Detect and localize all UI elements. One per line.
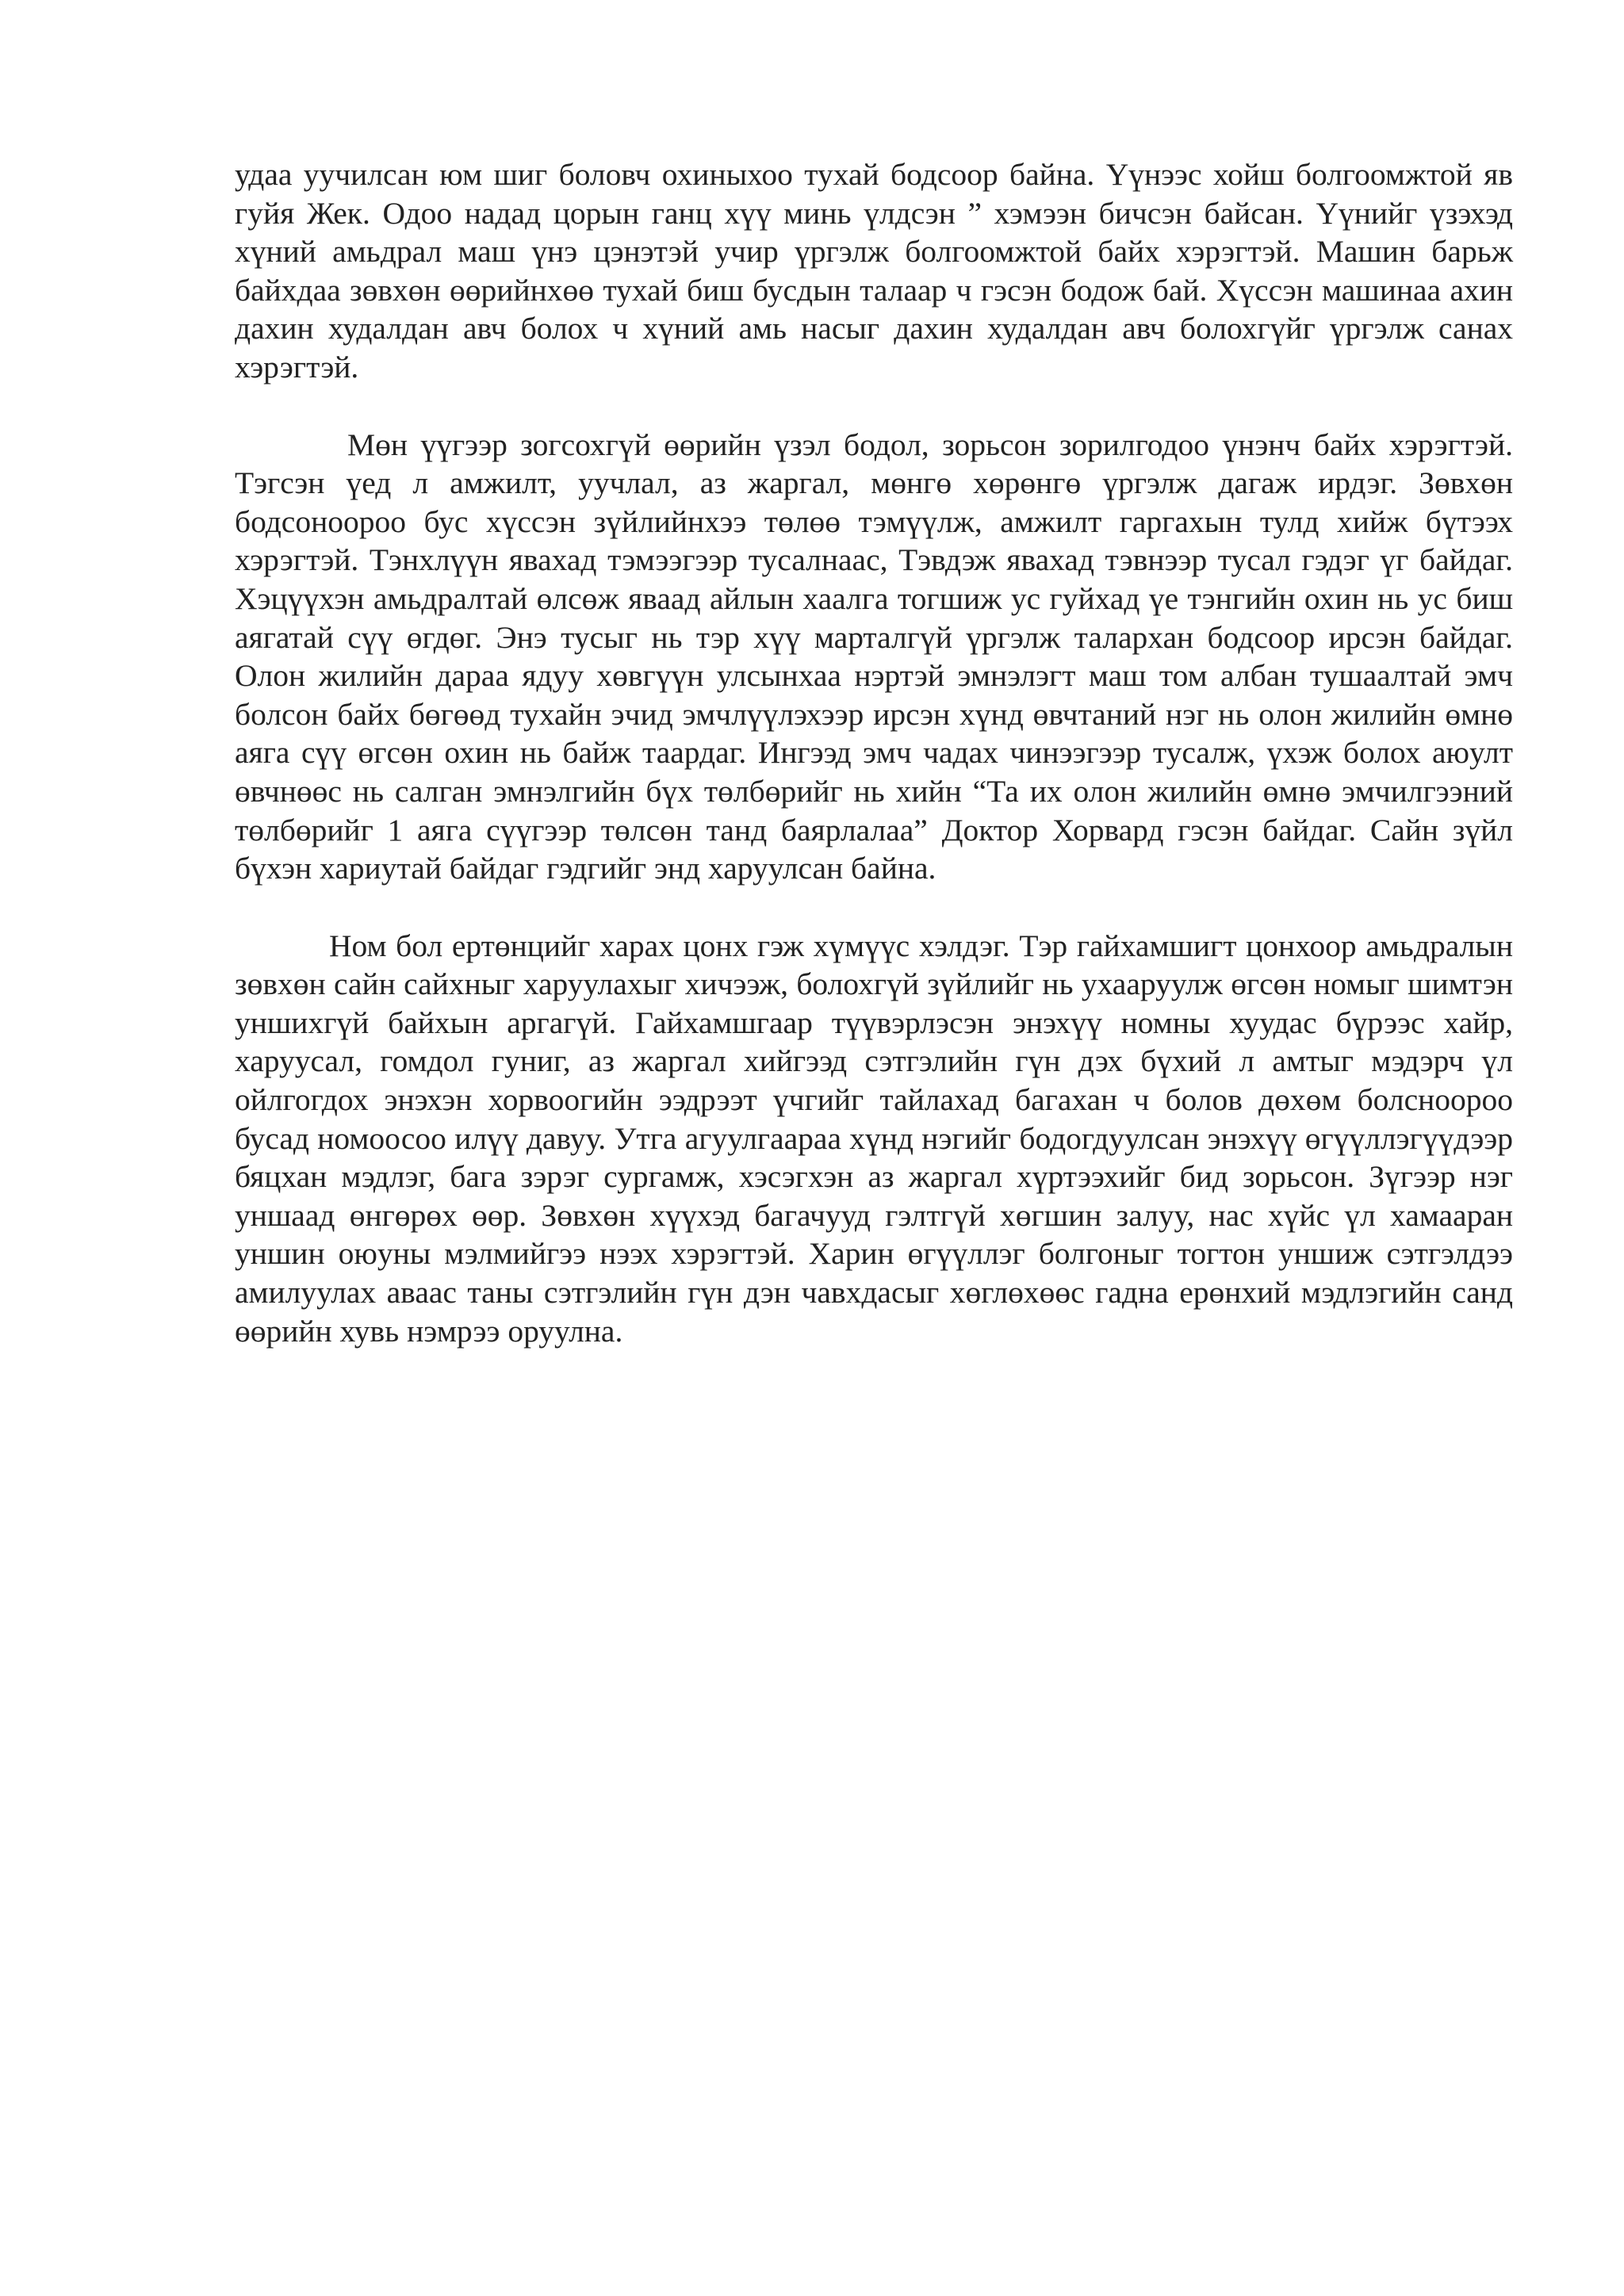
paragraph-books: Ном бол ертөнцийг харах цонх гэж хүмүүс хэлдэг. Тэр гайхамшигт цонхоор амьдралын зөвхөн сайн сайхныг харуулахыг хичээж, болохгүй зүйлийг нь ухааруулж өгсөн номыг шимтэн уншихгүй байхын аргагүй. Гайхамшгаар түүвэрлэсэн энэхүү номны хуудас бүрээс хайр, харуусал, гомдол гуниг, аз жаргал хийгээд сэтгэлийн гүн дэх бүхий л амтыг мэдэрч үл ойлгогдох энэхэн хорвоогийн ээдрээт үчгийг тайлахад багахан ч болов дөхөм болсноороо бусад номоосоо илүү давуу. Утга агуулгаараа хүнд нэгийг бодогдуулсан энэхүү өгүүллэгүүдээр бяцхан мэдлэг, бага зэрэг сургамж, хэсэгхэн аз жаргал хүртээхийг бид зорьсон. Зүгээр нэг уншаад өнгөрөх өөр. Зөвхөн хүүхэд багачууд гэлтгүй хөгшин залуу, нас хүйс үл хамааран уншин оюуны мэлмийгээ нээх хэрэгтэй. Харин өгүүллэг болгоныг тогтон уншиж сэтгэлдээ амилуулах аваас таны сэтгэлийн гүн дэн чавхдасыг хөглөхөөс гадна ерөнхий мэдлэгийн санд өөрийн хувь нэмрээ оруулна. — [235, 928, 1513, 1349]
document-page — [235, 155, 1513, 1350]
paragraph-principles: Мөн үүгээр зогсохгүй өөрийн үзэл бодол, зорьсон зорилгодоо үнэнч байх хэрэгтэй. Тэгсэн үед л амжилт, уучлал, аз жаргал, мөнгө хөрөнгө үргэлж дагаж ирдэг. Зөвхөн бодсоноороо бус хүссэн зүйлийнхээ төлөө тэмүүлж, амжилт гаргахын тулд хийж бүтээх хэрэгтэй. Тэнхлүүн явахад тэмээгээр тусалнаас, Тэвдэж явахад тэвнээр тусал гэдэг үг байдаг. Хэцүүхэн амьдралтай өлсөж яваад айлын хаалга тогшиж ус гуйхад үе тэнгийн охин нь ус биш аягатай сүү өгдөг. Энэ тусыг нь тэр хүү марталгүй үргэлж талархан бодсоор ирсэн байдаг. Олон жилийн дараа ядуу хөвгүүн улсынхаа нэртэй эмнэлэгт маш том албан тушаалтай эмч болсон байх бөгөөд тухайн эчид эмчлүүлэхээр ирсэн хүнд өвчтаний нэг нь олон жилийн өмнө аяга сүү өгсөн охин нь байж таардаг. Ингээд эмч чадах чинээгээр тусалж, үхэж болох аюулт өвчнөөс нь салган эмнэлгийн бүх төлбөрийг нь хийн “Та их олон жилийн өмнө эмчилгээний төлбөрийг 1 аяга сүүгээр төлсөн танд баярлалаа” Доктор Хорвард гэсэн байдаг. Сайн зүйл бүхэн хариутай байдаг гэдгийг энд харуулсан байна. — [235, 427, 1513, 886]
paragraph-continuation: удаа уучилсан юм шиг боловч охиныхоо тухай бодсоор байна. Үүнээс хойш болгоомжтой яв гуйя Жек. Одоо надад цорын ганц хүү минь үлдсэн ” хэмээн бичсэн байсан. Үүнийг үзэхэд хүний амьдрал маш үнэ цэнэтэй учир үргэлж болгоомжтой байх хэрэгтэй. Машин барьж байхдаа зөвхөн өөрийнхөө тухай биш бусдын талаар ч гэсэн бодож бай. Хүссэн машинаа ахин дахин худалдан авч болох ч хүний амь насыг дахин худалдан авч болохгүйг үргэлж санах хэрэгтэй. — [235, 157, 1513, 385]
